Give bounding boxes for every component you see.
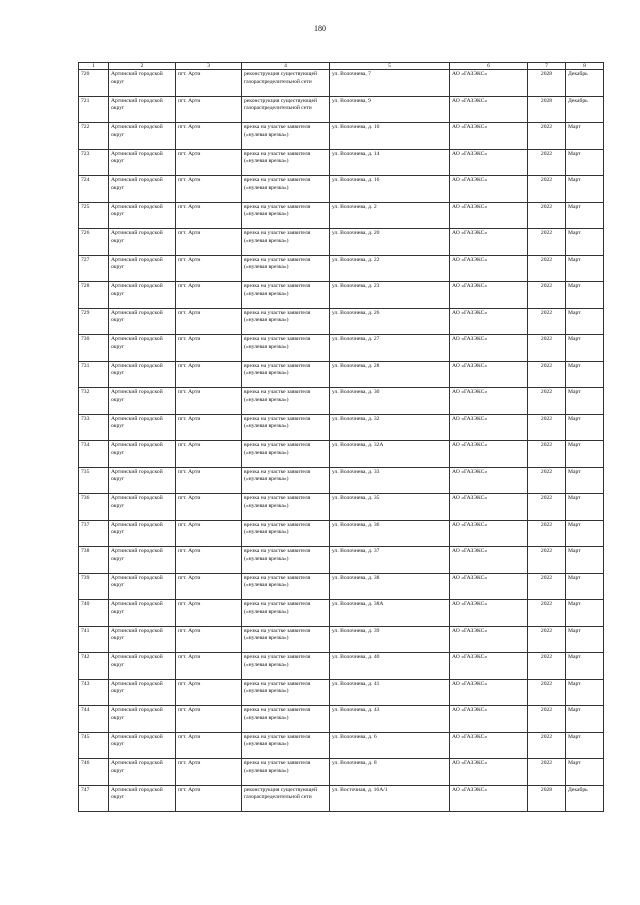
organization-cell: АО «ГАЗЭКС» [450,361,528,388]
work-type-cell: врезка на участке заявителя («нулевая врезка») [242,282,330,309]
work-type-cell: врезка на участке заявителя («нулевая врезка») [242,388,330,415]
settlement-cell: пгт. Арти [176,414,242,441]
year-cell: 2022 [528,202,566,229]
year-cell: 2022 [528,600,566,627]
year-cell: 2022 [528,494,566,521]
address-cell: ул. Волочнева, д. 39 [330,626,450,653]
address-cell: ул. Волочнева, 9 [330,96,450,123]
row-number: 731 [79,361,109,388]
row-number: 727 [79,255,109,282]
column-header: 8 [566,63,604,70]
table-row [79,414,604,441]
table-row [79,759,604,786]
month-cell: Март [566,202,604,229]
settlement-cell: пгт. Арти [176,335,242,362]
row-number: 725 [79,202,109,229]
row-number: 737 [79,520,109,547]
table-row [79,494,604,521]
table-row [79,96,604,123]
organization-cell: АО «ГАЗЭКС» [450,653,528,680]
work-type-cell: врезка на участке заявителя («нулевая врезка») [242,600,330,627]
table-row [79,176,604,203]
row-number: 741 [79,626,109,653]
year-cell: 2022 [528,706,566,733]
district-cell: Артинский городской округ [109,520,176,547]
work-type-cell: врезка на участке заявителя («нулевая врезка») [242,759,330,786]
address-cell: ул. Волочнева, д. 26 [330,308,450,335]
organization-cell: АО «ГАЗЭКС» [450,96,528,123]
month-cell: Март [566,335,604,362]
table-row [79,282,604,309]
table-row [79,123,604,150]
address-cell: ул. Волочнева, д. 32 [330,414,450,441]
year-cell: 2022 [528,414,566,441]
address-cell: ул. Восточная, д. 16А/1 [330,785,450,812]
year-cell: 2022 [528,732,566,759]
year-cell: 2022 [528,759,566,786]
district-cell: Артинский городской округ [109,176,176,203]
district-cell: Артинский городской округ [109,626,176,653]
year-cell: 2022 [528,388,566,415]
organization-cell: АО «ГАЗЭКС» [450,229,528,256]
table-row [79,600,604,627]
month-cell: Март [566,282,604,309]
table-row [79,149,604,176]
year-cell: 2022 [528,626,566,653]
row-number: 720 [79,70,109,97]
year-cell: 2022 [528,149,566,176]
settlement-cell: пгт. Арти [176,573,242,600]
row-number: 744 [79,706,109,733]
settlement-cell: пгт. Арти [176,282,242,309]
month-cell: Март [566,653,604,680]
table-row [79,573,604,600]
year-cell: 2022 [528,229,566,256]
district-cell: Артинский городской округ [109,255,176,282]
row-number: 738 [79,547,109,574]
settlement-cell: пгт. Арти [176,467,242,494]
organization-cell: АО «ГАЗЭКС» [450,467,528,494]
address-cell: ул. Волочнева, д. 38 [330,573,450,600]
organization-cell: АО «ГАЗЭКС» [450,547,528,574]
organization-cell: АО «ГАЗЭКС» [450,282,528,309]
settlement-cell: пгт. Арти [176,759,242,786]
settlement-cell: пгт. Арти [176,361,242,388]
district-cell: Артинский городской округ [109,653,176,680]
organization-cell: АО «ГАЗЭКС» [450,494,528,521]
row-number: 739 [79,573,109,600]
month-cell: Март [566,229,604,256]
district-cell: Артинский городской округ [109,388,176,415]
address-cell: ул. Волочнева, д. 41 [330,679,450,706]
settlement-cell: пгт. Арти [176,785,242,812]
settlement-cell: пгт. Арти [176,123,242,150]
address-cell: ул. Волочнева, д. 23 [330,282,450,309]
work-type-cell: врезка на участке заявителя («нулевая врезка») [242,626,330,653]
district-cell: Артинский городской округ [109,123,176,150]
district-cell: Артинский городской округ [109,96,176,123]
settlement-cell: пгт. Арти [176,494,242,521]
organization-cell: АО «ГАЗЭКС» [450,202,528,229]
organization-cell: АО «ГАЗЭКС» [450,520,528,547]
month-cell: Декабрь [566,785,604,812]
month-cell: Март [566,600,604,627]
organization-cell: АО «ГАЗЭКС» [450,600,528,627]
year-cell: 2022 [528,547,566,574]
year-cell: 2028 [528,96,566,123]
address-cell: ул. Волочнева, д. 36 [330,520,450,547]
address-cell: ул. Волочнева, д. 8 [330,759,450,786]
work-type-cell: врезка на участке заявителя («нулевая врезка») [242,149,330,176]
district-cell: Артинский городской округ [109,679,176,706]
work-type-cell: врезка на участке заявителя («нулевая врезка») [242,732,330,759]
settlement-cell: пгт. Арти [176,308,242,335]
district-cell: Артинский городской округ [109,414,176,441]
month-cell: Март [566,732,604,759]
work-type-cell: врезка на участке заявителя («нулевая врезка») [242,653,330,680]
month-cell: Март [566,706,604,733]
year-cell: 2022 [528,308,566,335]
district-cell: Артинский городской округ [109,547,176,574]
settlement-cell: пгт. Арти [176,706,242,733]
organization-cell: АО «ГАЗЭКС» [450,626,528,653]
year-cell: 2022 [528,335,566,362]
year-cell: 2028 [528,785,566,812]
work-type-cell: врезка на участке заявителя («нулевая врезка») [242,441,330,468]
work-type-cell: врезка на участке заявителя («нулевая врезка») [242,520,330,547]
row-number: 742 [79,653,109,680]
table-row [79,679,604,706]
work-type-cell: врезка на участке заявителя («нулевая врезка») [242,202,330,229]
month-cell: Март [566,176,604,203]
month-cell: Март [566,441,604,468]
organization-cell: АО «ГАЗЭКС» [450,679,528,706]
address-cell: ул. Волочнева, д. 16 [330,176,450,203]
address-cell: ул. Волочнева, д. 33 [330,467,450,494]
work-type-cell: врезка на участке заявителя («нулевая врезка») [242,176,330,203]
column-number-row [79,63,604,70]
district-cell: Артинский городской округ [109,282,176,309]
year-cell: 2022 [528,176,566,203]
table-row [79,229,604,256]
district-cell: Артинский городской округ [109,494,176,521]
settlement-cell: пгт. Арти [176,388,242,415]
settlement-cell: пгт. Арти [176,176,242,203]
row-number: 724 [79,176,109,203]
table-row [79,520,604,547]
address-cell: ул. Волочнева, д. 2 [330,202,450,229]
column-header: 4 [242,63,330,70]
row-number: 722 [79,123,109,150]
address-cell: ул. Волочнева, д. 10 [330,123,450,150]
organization-cell: АО «ГАЗЭКС» [450,70,528,97]
settlement-cell: пгт. Арти [176,732,242,759]
year-cell: 2022 [528,282,566,309]
work-type-cell: врезка на участке заявителя («нулевая врезка») [242,335,330,362]
settlement-cell: пгт. Арти [176,229,242,256]
column-header: 5 [330,63,450,70]
organization-cell: АО «ГАЗЭКС» [450,176,528,203]
month-cell: Март [566,255,604,282]
row-number: 728 [79,282,109,309]
table-row [79,706,604,733]
district-cell: Артинский городской округ [109,70,176,97]
settlement-cell: пгт. Арти [176,202,242,229]
column-header: 6 [450,63,528,70]
work-type-cell: врезка на участке заявителя («нулевая врезка») [242,255,330,282]
district-cell: Артинский городской округ [109,149,176,176]
year-cell: 2022 [528,653,566,680]
month-cell: Март [566,759,604,786]
table-row [79,653,604,680]
row-number: 747 [79,785,109,812]
table-row [79,467,604,494]
address-cell: ул. Волочнева, д. 27 [330,335,450,362]
address-cell: ул. Волочнева, д. 28 [330,361,450,388]
row-number: 729 [79,308,109,335]
month-cell: Декабрь [566,96,604,123]
month-cell: Март [566,679,604,706]
address-cell: ул. Волочнева, д. 22 [330,255,450,282]
address-cell: ул. Волочнева, д. 40 [330,653,450,680]
work-type-cell: врезка на участке заявителя («нулевая врезка») [242,573,330,600]
district-cell: Артинский городской округ [109,441,176,468]
organization-cell: АО «ГАЗЭКС» [450,441,528,468]
organization-cell: АО «ГАЗЭКС» [450,308,528,335]
work-type-cell: врезка на участке заявителя («нулевая врезка») [242,229,330,256]
address-cell: ул. Волочнева, д. 32А [330,441,450,468]
row-number: 746 [79,759,109,786]
gasification-schedule-table [78,62,604,812]
row-number: 734 [79,441,109,468]
row-number: 745 [79,732,109,759]
month-cell: Декабрь [566,70,604,97]
settlement-cell: пгт. Арти [176,653,242,680]
column-header: 7 [528,63,566,70]
work-type-cell: реконструкция существующей газораспределительной сети [242,785,330,812]
settlement-cell: пгт. Арти [176,626,242,653]
row-number: 730 [79,335,109,362]
table-row [79,626,604,653]
table-row [79,732,604,759]
row-number: 736 [79,494,109,521]
work-type-cell: врезка на участке заявителя («нулевая врезка») [242,494,330,521]
table-row [79,547,604,574]
district-cell: Артинский городской округ [109,573,176,600]
year-cell: 2022 [528,467,566,494]
organization-cell: АО «ГАЗЭКС» [450,573,528,600]
work-type-cell: реконструкция существующей газораспределительной сети [242,70,330,97]
organization-cell: АО «ГАЗЭКС» [450,785,528,812]
month-cell: Март [566,467,604,494]
row-number: 735 [79,467,109,494]
address-cell: ул. Волочнева, д. 30 [330,388,450,415]
column-header: 2 [109,63,176,70]
month-cell: Март [566,494,604,521]
row-number: 726 [79,229,109,256]
table-row [79,255,604,282]
work-type-cell: врезка на участке заявителя («нулевая врезка») [242,414,330,441]
settlement-cell: пгт. Арти [176,679,242,706]
work-type-cell: врезка на участке заявителя («нулевая врезка») [242,123,330,150]
row-number: 732 [79,388,109,415]
organization-cell: АО «ГАЗЭКС» [450,255,528,282]
district-cell: Артинский городской округ [109,361,176,388]
address-cell: ул. Волочнева, д. 38А [330,600,450,627]
month-cell: Март [566,626,604,653]
table-row [79,785,604,812]
table-row [79,361,604,388]
column-header: 3 [176,63,242,70]
work-type-cell: врезка на участке заявителя («нулевая врезка») [242,706,330,733]
year-cell: 2028 [528,70,566,97]
month-cell: Март [566,520,604,547]
work-type-cell: врезка на участке заявителя («нулевая врезка») [242,308,330,335]
settlement-cell: пгт. Арти [176,149,242,176]
year-cell: 2022 [528,679,566,706]
district-cell: Артинский городской округ [109,706,176,733]
settlement-cell: пгт. Арти [176,600,242,627]
organization-cell: АО «ГАЗЭКС» [450,414,528,441]
row-number: 723 [79,149,109,176]
district-cell: Артинский городской округ [109,335,176,362]
work-type-cell: врезка на участке заявителя («нулевая врезка») [242,679,330,706]
district-cell: Артинский городской округ [109,785,176,812]
district-cell: Артинский городской округ [109,308,176,335]
address-cell: ул. Волочнева, 7 [330,70,450,97]
table-row [79,335,604,362]
organization-cell: АО «ГАЗЭКС» [450,123,528,150]
address-cell: ул. Волочнева, д. 20 [330,229,450,256]
district-cell: Артинский городской округ [109,467,176,494]
settlement-cell: пгт. Арти [176,547,242,574]
settlement-cell: пгт. Арти [176,70,242,97]
organization-cell: АО «ГАЗЭКС» [450,759,528,786]
district-cell: Артинский городской округ [109,229,176,256]
row-number: 743 [79,679,109,706]
address-cell: ул. Волочнева, д. 6 [330,732,450,759]
table-row [79,202,604,229]
organization-cell: АО «ГАЗЭКС» [450,149,528,176]
district-cell: Артинский городской округ [109,759,176,786]
year-cell: 2022 [528,520,566,547]
organization-cell: АО «ГАЗЭКС» [450,706,528,733]
settlement-cell: пгт. Арти [176,255,242,282]
district-cell: Артинский городской округ [109,600,176,627]
month-cell: Март [566,414,604,441]
work-type-cell: реконструкция существующей газораспределительной сети [242,96,330,123]
row-number: 733 [79,414,109,441]
district-cell: Артинский городской округ [109,732,176,759]
month-cell: Март [566,149,604,176]
organization-cell: АО «ГАЗЭКС» [450,732,528,759]
settlement-cell: пгт. Арти [176,441,242,468]
month-cell: Март [566,573,604,600]
month-cell: Март [566,388,604,415]
year-cell: 2022 [528,123,566,150]
address-cell: ул. Волочнева, д. 14 [330,149,450,176]
year-cell: 2022 [528,255,566,282]
table-row [79,70,604,97]
organization-cell: АО «ГАЗЭКС» [450,335,528,362]
year-cell: 2022 [528,441,566,468]
organization-cell: АО «ГАЗЭКС» [450,388,528,415]
district-cell: Артинский городской округ [109,202,176,229]
settlement-cell: пгт. Арти [176,96,242,123]
work-type-cell: врезка на участке заявителя («нулевая врезка») [242,361,330,388]
month-cell: Март [566,361,604,388]
column-header: 1 [79,63,109,70]
address-cell: ул. Волочнева, д. 37 [330,547,450,574]
table-row [79,441,604,468]
row-number: 740 [79,600,109,627]
year-cell: 2022 [528,361,566,388]
table-row [79,308,604,335]
address-cell: ул. Волочнева, д. 43 [330,706,450,733]
table-row [79,388,604,415]
month-cell: Март [566,547,604,574]
settlement-cell: пгт. Арти [176,520,242,547]
row-number: 721 [79,96,109,123]
month-cell: Март [566,308,604,335]
work-type-cell: врезка на участке заявителя («нулевая врезка») [242,547,330,574]
page-number: 180 [314,24,326,33]
address-cell: ул. Волочнева, д. 35 [330,494,450,521]
month-cell: Март [566,123,604,150]
work-type-cell: врезка на участке заявителя («нулевая врезка») [242,467,330,494]
year-cell: 2022 [528,573,566,600]
